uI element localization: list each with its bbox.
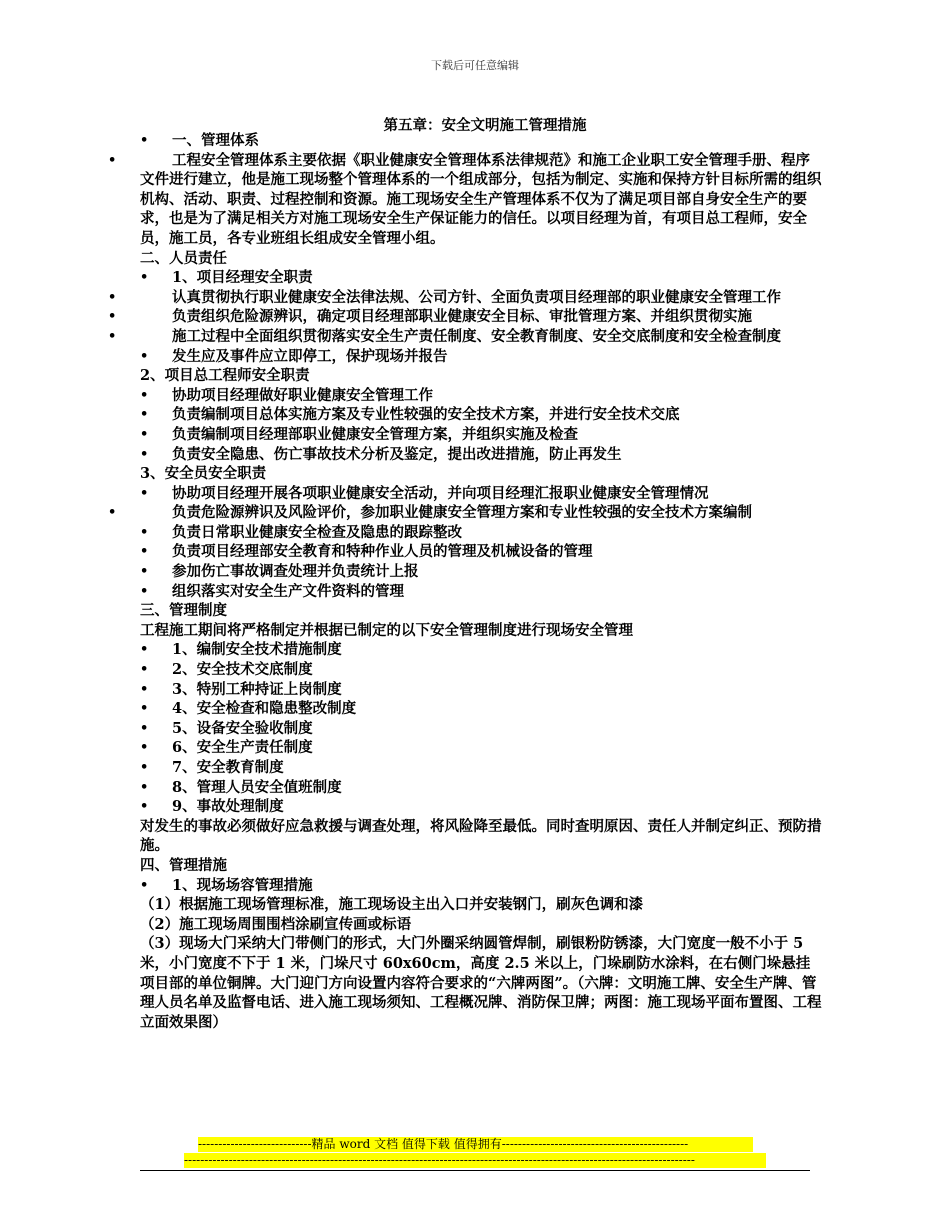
line-text: 2、项目总工程师安全职责 — [140, 367, 310, 385]
page-header: 下载后可任意编辑 — [431, 59, 519, 72]
bullet-icon: • — [140, 760, 149, 775]
line-text: 负责日常职业健康安全检查及隐患的跟踪整改 — [172, 523, 462, 541]
bullet-item — [140, 445, 824, 465]
bullet-icon: • — [108, 328, 117, 344]
bullet-icon: • — [140, 583, 149, 599]
text-line — [140, 934, 824, 1032]
line-text: 四、管理措施 — [140, 856, 227, 874]
text-line — [140, 915, 824, 935]
line-text: 8、管理人员安全值班制度 — [172, 778, 342, 796]
line-text: 4、安全检查和隐患整改制度 — [172, 700, 357, 718]
line-text: 3、特别工种持证上岗制度 — [172, 680, 342, 698]
line-text: 2、安全技术交底制度 — [172, 661, 313, 679]
bullet-item — [140, 719, 824, 739]
line-text: 三、管理制度 — [140, 602, 227, 620]
bullet-icon: • — [140, 446, 149, 462]
bullet-icon: • — [140, 544, 149, 560]
line-text: 负责编制项目经理部职业健康安全管理方案，并组织实施及检查 — [172, 425, 578, 443]
line-text: 1、现场场容管理措施 — [172, 876, 313, 894]
bullet-icon: • — [108, 152, 117, 168]
line-text: 二、人员责任 — [140, 249, 227, 267]
bullet-item — [140, 699, 824, 719]
bullet-icon: • — [140, 426, 149, 442]
bullet-item — [140, 484, 824, 504]
bullet-item — [140, 640, 824, 660]
text-line — [140, 464, 824, 484]
bullet-icon: • — [140, 720, 149, 736]
bullet-item — [140, 542, 824, 562]
chapter-title: 第五章：安全文明施工管理措施 — [383, 117, 587, 134]
bullet-icon: • — [140, 642, 149, 658]
text-line — [140, 249, 824, 269]
line-text: 参加伤亡事故调查处理并负责统计上报 — [172, 563, 419, 581]
text-line — [140, 856, 824, 876]
line-text: 6、安全生产责任制度 — [172, 739, 313, 757]
bullet-icon: • — [140, 348, 149, 364]
bullet-item — [140, 562, 824, 582]
line-text: 施工过程中全面组织贯彻落实安全生产责任制度、安全教育制度、安全交底制度和安全检查制度 — [172, 327, 781, 345]
bullet-item — [108, 503, 824, 523]
line-text: 负责安全隐患、伤亡事故技术分析及鉴定，提出改进措施，防止再发生 — [172, 445, 622, 463]
line-text: 对发生的事故必须做好应急救援与调查处理，将风险降至最低。同时查明原因、责任人并制定纠正、预防措施。 — [140, 817, 822, 855]
bullet-icon: • — [108, 309, 117, 325]
line-text: 认真贯彻执行职业健康安全法律法规、公司方针、全面负责项目经理部的职业健康安全管理工作 — [172, 288, 781, 306]
bullet-item — [140, 425, 824, 445]
bullet-item — [140, 386, 824, 406]
footer-banner-line-1: ----------------------------精品 word 文档 值得下载 值得拥有---------------------------------------------- — [198, 1137, 753, 1152]
bullet-item — [140, 347, 824, 367]
bullet-item — [140, 131, 824, 151]
line-text: 负责项目经理部安全教育和特种作业人员的管理及机械设备的管理 — [172, 543, 593, 561]
line-text: 1、项目经理安全职责 — [172, 269, 313, 287]
bullet-icon: • — [140, 662, 149, 678]
line-text: 1、编制安全技术措施制度 — [172, 641, 342, 659]
bullet-item — [140, 778, 824, 798]
bullet-icon: • — [140, 485, 149, 501]
bullet-icon: • — [108, 289, 117, 305]
line-text: （1）根据施工现场管理标准，施工现场设主出入口并安装钢门，刷灰色调和漆 — [140, 896, 644, 914]
footer-rule — [140, 1170, 810, 1171]
bullet-icon: • — [108, 505, 117, 521]
bullet-icon: • — [140, 681, 149, 697]
bullet-item — [140, 738, 824, 758]
line-text: 协助项目经理开展各项职业健康安全活动，并向项目经理汇报职业健康安全管理情况 — [172, 484, 709, 502]
line-text: 发生应及事件应立即停工，保护现场并报告 — [172, 347, 448, 365]
line-text: 工程施工期间将严格制定并根据已制定的以下安全管理制度进行现场安全管理 — [140, 621, 633, 639]
document-body — [108, 131, 824, 1032]
line-text: 负责编制项目总体实施方案及专业性较强的安全技术方案，并进行安全技术交底 — [172, 406, 680, 424]
line-text: 一、管理体系 — [172, 132, 259, 149]
bullet-item — [140, 523, 824, 543]
bullet-item — [108, 307, 824, 327]
text-line — [140, 601, 824, 621]
bullet-item — [140, 876, 824, 896]
line-text: （2）施工现场周围围档涂刷宣传画或标语 — [140, 915, 412, 933]
line-text: 3、安全员安全职责 — [140, 465, 267, 483]
line-text: 协助项目经理做好职业健康安全管理工作 — [172, 386, 433, 404]
line-text: 9、事故处理制度 — [172, 798, 284, 816]
bullet-icon: • — [140, 270, 149, 286]
bullet-icon: • — [140, 524, 149, 540]
bullet-item — [140, 680, 824, 700]
bullet-item — [108, 288, 824, 308]
line-text: 7、安全教育制度 — [172, 759, 284, 776]
bullet-icon: • — [140, 564, 149, 580]
bullet-item — [140, 582, 824, 602]
bullet-icon: • — [140, 799, 149, 815]
text-line — [140, 366, 824, 386]
bullet-icon: • — [140, 387, 149, 403]
text-line — [140, 817, 824, 856]
bullet-item — [108, 151, 824, 249]
bullet-item — [108, 327, 824, 347]
bullet-icon: • — [140, 740, 149, 756]
bullet-item — [140, 268, 824, 288]
line-text: 负责危险源辨识及风险评价，参加职业健康安全管理方案和专业性较强的安全技术方案编制 — [172, 504, 752, 522]
bullet-icon: • — [140, 701, 149, 717]
footer-banner-line-2: ------------------------------------------------------------------------------------------------------------------------------ — [184, 1153, 766, 1168]
line-text: 负责组织危险源辨识，确定项目经理部职业健康安全目标、审批管理方案、并组织贯彻实施 — [172, 308, 752, 326]
bullet-icon: • — [140, 779, 149, 795]
bullet-item — [140, 660, 824, 680]
bullet-item — [140, 797, 824, 817]
line-text: 工程安全管理体系主要依据《职业健康安全管理体系法律规范》和施工企业职工安全管理手册、程序文件进行建立，他是施工现场整个管理体系的一个组成部分，包括为制定、实施和保持方针目标所需的组织机构、活动、职责、过程控制和资源。施工现场安全生产管理体系不仅为了满足项目部自身安全生产的要求，也是为了满足相关方对施工现场安全生产保证能力的信任。以项目经理为首，有项目总工程师，安全员，施工员，各专业班组长组成安全管理小组。 — [140, 151, 822, 247]
bullet-icon: • — [140, 407, 149, 423]
bullet-item — [140, 405, 824, 425]
line-text: 5、设备安全验收制度 — [172, 719, 313, 737]
bullet-icon: • — [140, 877, 149, 893]
bullet-icon: • — [140, 133, 149, 148]
text-line — [140, 621, 824, 641]
line-text: （3）现场大门采纳大门带侧门的形式，大门外圈采纳圆管焊制，刷银粉防锈漆，大门宽度一般不小于 5 米，小门宽度不下于 1 米，门垛尺寸 60x60cm，高度 2.5 米以上，门垛刷防水涂料，在右侧门垛悬挂项目部的单位铜牌。大门迎门方向设置内容符合要求的“六牌两图”。（六牌：文明施工牌、安全生产牌、管理人员名单及监督电话、进入施工现场须知、工程概况牌、消防保卫牌；两图：施工现场平面布置图、工程立面效果图） — [140, 935, 822, 1031]
line-text: 组织落实对安全生产文件资料的管理 — [172, 582, 404, 600]
text-line — [140, 895, 824, 915]
bullet-item — [140, 758, 824, 778]
